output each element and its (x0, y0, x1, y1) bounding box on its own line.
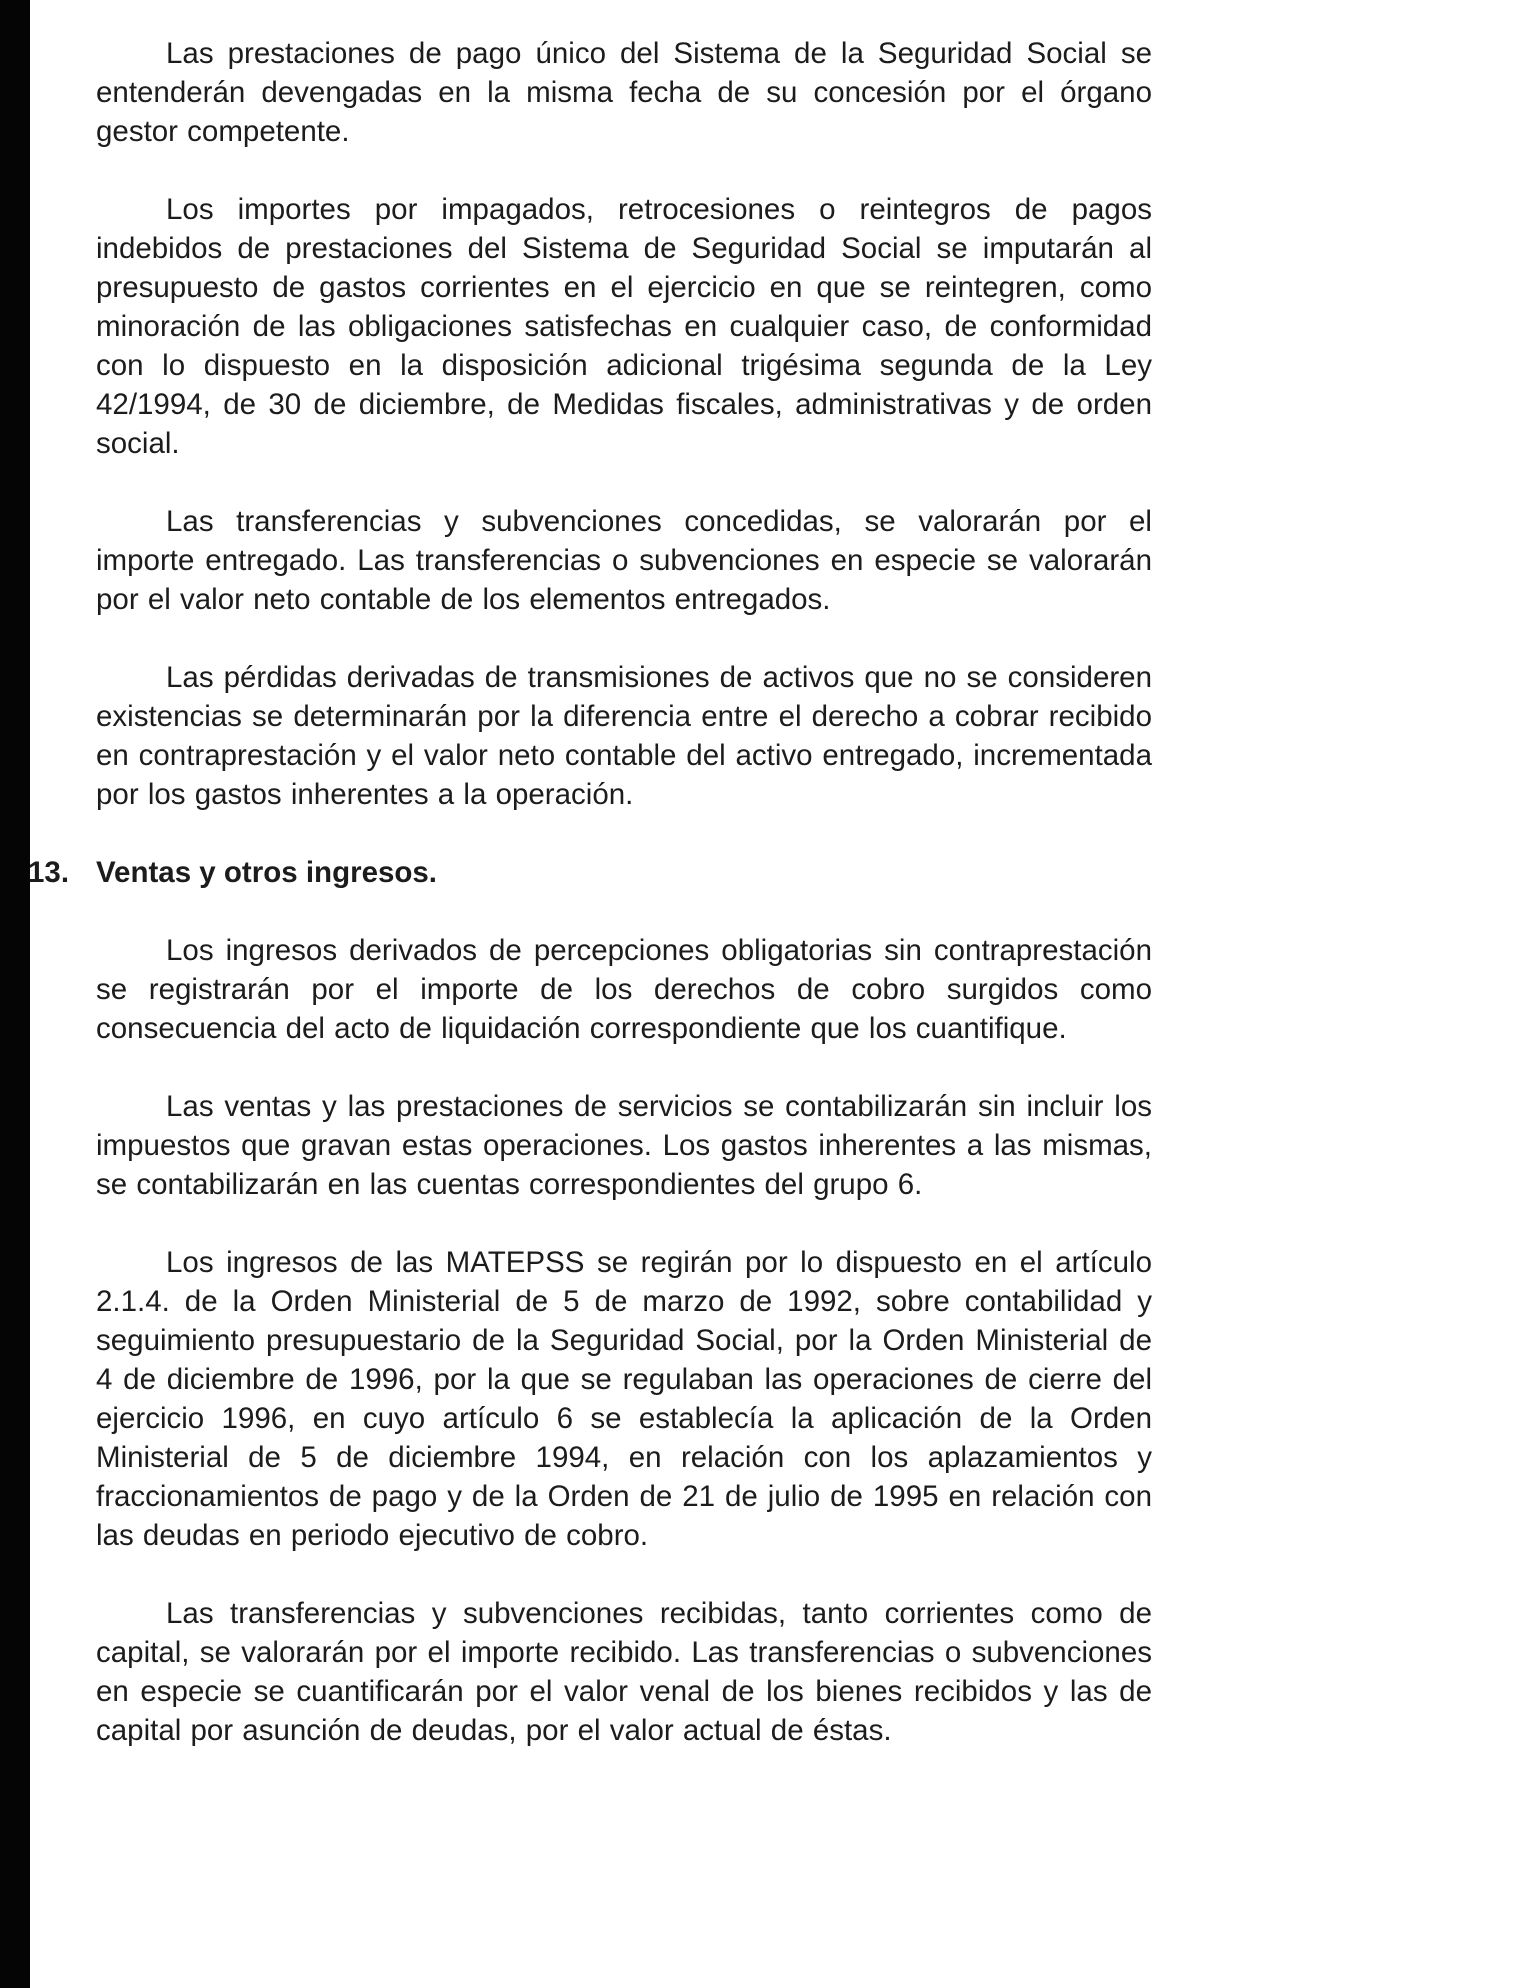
section-heading (28, 853, 1152, 892)
section-title: Ventas y otros ingresos. (96, 856, 438, 889)
paragraph: Las transferencias y subvenciones concedidas, se valorarán por el importe entregado. Las transferencias o subvenciones en especie se valorarán por el valor neto contable de los elementos entregados. (96, 505, 1152, 616)
paragraph: Las ventas y las prestaciones de servicios se contabilizarán sin incluir los impuestos que gravan estas operaciones. Los gastos inherentes a las mismas, se contabilizarán en las cuentas correspondientes del grupo 6. (96, 1090, 1152, 1201)
paragraph: Las transferencias y subvenciones recibidas, tanto corrientes como de capital, se valorarán por el importe recibido. Las transferencias o subvenciones en especie se cuantificarán por el valor venal de los bienes recibidos y las de capital por asunción de deudas, por el valor actual de éstas. (96, 1597, 1152, 1747)
paragraph: Los importes por impagados, retrocesiones o reintegros de pagos indebidos de prestaciones del Sistema de Seguridad Social se imputarán al presupuesto de gastos corrientes en el ejercicio en que se reintegren, como minoración de las obligaciones satisfechas en cualquier caso, de conformidad con lo dispuesto en la disposición adicional trigésima segunda de la Ley 42/1994, de 30 de diciembre, de Medidas fiscales, administrativas y de orden social. (96, 193, 1152, 460)
scan-edge-artifact (0, 0, 30, 1988)
paragraph: Los ingresos derivados de percepciones obligatorias sin contraprestación se registrarán por el importe de los derechos de cobro surgidos como consecuencia del acto de liquidación correspondiente que los cuantifique. (96, 934, 1152, 1045)
paragraph: Los ingresos de las MATEPSS se regirán por lo dispuesto en el artículo 2.1.4. de la Orden Ministerial de 5 de marzo de 1992, sobre contabilidad y seguimiento presupuestario de la Seguridad Social, por la Orden Ministerial de 4 de diciembre de 1996, por la que se regulaban las operaciones de cierre del ejercicio 1996, en cuyo artículo 6 se establecía la aplicación de la Orden Ministerial de 5 de diciembre 1994, en relación con los aplazamientos y fraccionamientos de pago y de la Orden de 21 de julio de 1995 en relación con las deudas en periodo ejecutivo de cobro. (96, 1246, 1152, 1552)
paragraph: Las prestaciones de pago único del Sistema de la Seguridad Social se entenderán devengadas en la misma fecha de su concesión por el órgano gestor competente. (96, 37, 1152, 148)
section-number: 13. (28, 856, 70, 889)
document-content (28, 34, 1152, 1789)
paragraph: Las pérdidas derivadas de transmisiones de activos que no se consideren existencias se determinarán por la diferencia entre el derecho a cobrar recibido en contraprestación y el valor neto contable del activo entregado, incrementada por los gastos inherentes a la operación. (96, 661, 1152, 811)
